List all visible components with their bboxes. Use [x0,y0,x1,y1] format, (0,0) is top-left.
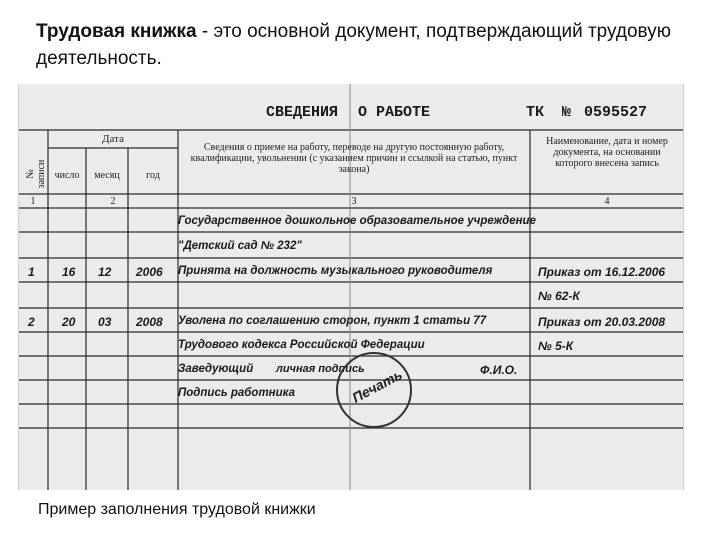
header-year: год [146,170,160,181]
row2-doc-line1: Приказ от 20.03.2008 [538,315,666,329]
row1-month: 12 [98,265,112,279]
row1-doc-line1: Приказ от 16.12.2006 [538,265,666,279]
seal-stamp-text: Печать [349,366,405,406]
form-title-left: СВЕДЕНИЯ [266,104,339,121]
employment-record-scan [18,84,684,490]
row2-no: 2 [28,315,35,329]
row1-year: 2006 [136,265,163,279]
row1-doc-line2: № 62-К [538,289,580,303]
row1-no: 1 [28,265,35,279]
header-day: число [54,170,80,181]
header-col4: Наименование, дата и номер документа, на основании которого внесена запись [546,136,668,169]
manager-label: Заведующий [178,363,254,375]
row2-text: Уволена по соглашению сторон, пункт 1 статьи 77 [178,315,487,327]
form-number-label: № [562,104,572,121]
form-number: 0595527 [584,104,648,121]
image-caption: Пример заполнения трудовой книжки [32,494,592,534]
signature-label: личная подпись [276,363,365,375]
heading-term: Трудовая книжка [36,21,197,42]
col-number-1: 1 [30,196,36,207]
col-number-3: 3 [351,196,357,207]
row2-doc-line2: № 5-К [538,339,574,353]
heading-definition: - это основной документ, подтверждающий трудовую деятельность. [36,21,671,69]
row2-text-cont: Трудового кодекса Российской Федерации [178,339,425,351]
row1-day: 16 [62,265,76,279]
header-month: месяц [94,170,120,181]
row2-day: 20 [62,315,76,329]
org-name-line2: "Детский сад № 232" [178,240,302,252]
fio-label: Ф.И.О. [480,363,518,377]
row2-month: 03 [98,315,112,329]
page-heading [36,18,676,72]
row2-year: 2008 [136,315,163,329]
form-title-right: О РАБОТЕ [358,104,431,121]
header-date: Дата [102,133,124,145]
col-number-2: 2 [110,196,116,207]
org-name-line1: Государственное дошкольное образовательное учреждение [178,215,536,227]
header-col3: Сведения о приеме на работу, переводе на другую постоянную работу, квалификации, увольнении (с указанием причин и ссылкой на статью, пункт закона) [190,142,518,175]
header-record-no: № записи [25,159,47,189]
row1-text: Принята на должность музыкального руководителя [178,265,493,277]
form-series: ТК [526,104,545,121]
col-number-4: 4 [604,196,610,207]
worker-signature-label: Подпись работника [178,387,295,399]
